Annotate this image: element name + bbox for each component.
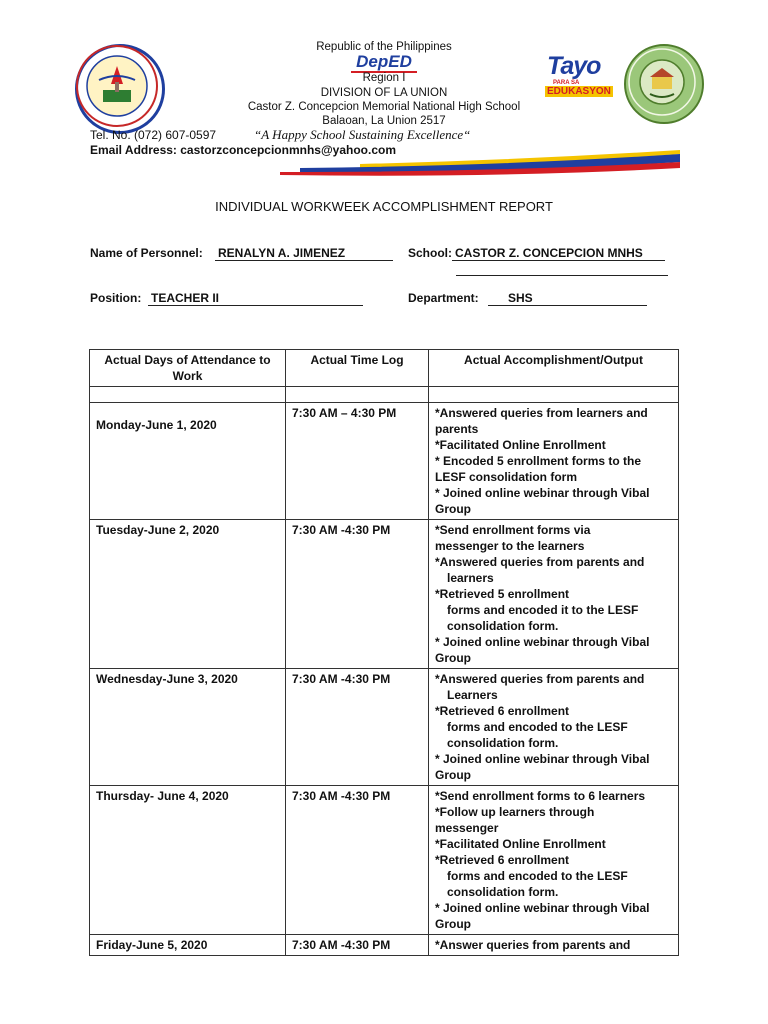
- name-value: RENALYN A. JIMENEZ: [215, 246, 393, 261]
- school-motto: “A Happy School Sustaining Excellence“: [254, 127, 471, 142]
- accomplishment-line: Group: [435, 917, 471, 931]
- accomplishment-line: forms and encoded it to the LESF: [447, 603, 639, 617]
- tayo-logo-line3: EDUKASYON: [547, 86, 611, 97]
- name-label: Name of Personnel:: [90, 246, 203, 260]
- day-cell: Wednesday-June 3, 2020: [90, 669, 286, 786]
- time-log-cell: 7:30 AM – 4:30 PM: [286, 403, 429, 520]
- flag-stripe-decoration: [0, 142, 768, 182]
- accomplishment-table: [89, 349, 679, 956]
- deped-logo: [337, 53, 431, 73]
- time-log-cell: 7:30 AM -4:30 PM: [286, 935, 429, 956]
- school-label: School:: [408, 246, 452, 260]
- accomplishment-line: *Answered queries from parents and: [435, 555, 645, 569]
- table-row: [90, 520, 679, 669]
- day-cell: Monday-June 1, 2020: [90, 403, 286, 520]
- accomplishment-line: *Facilitated Online Enrollment: [435, 837, 606, 851]
- accomplishment-cell: [429, 786, 679, 935]
- header-time-log: Actual Time Log: [286, 350, 429, 387]
- school-name-line: Castor Z. Concepcion Memorial National High School: [247, 101, 521, 113]
- table-row: [90, 786, 679, 935]
- accomplishment-line: *Answered queries from parents and: [435, 672, 645, 686]
- accomplishment-line: *Follow up learners through: [435, 805, 595, 819]
- blank-cell: [90, 387, 286, 403]
- school-extra-underline: [456, 275, 668, 276]
- accomplishment-line: *Retrieved 6 enrollment: [435, 853, 570, 867]
- accomplishment-line: * Joined online webinar through Vibal: [435, 901, 650, 915]
- accomplishment-line: * Encoded 5 enrollment forms to the: [435, 454, 642, 468]
- time-log-cell: 7:30 AM -4:30 PM: [286, 669, 429, 786]
- blank-cell: [429, 387, 679, 403]
- report-title: INDIVIDUAL WORKWEEK ACCOMPLISHMENT REPORT: [215, 199, 553, 214]
- accomplishment-line: *Retrieved 5 enrollment: [435, 587, 570, 601]
- day-cell: Friday-June 5, 2020: [90, 935, 286, 956]
- time-log-cell: 7:30 AM -4:30 PM: [286, 786, 429, 935]
- accomplishment-line: *Answered queries from learners and: [435, 406, 648, 420]
- table-row: [90, 669, 679, 786]
- accomplishment-line: *Facilitated Online Enrollment: [435, 438, 606, 452]
- department-label: Department:: [408, 291, 479, 305]
- accomplishment-line: messenger: [435, 821, 499, 835]
- accomplishment-line: *Send enrollment forms via: [435, 523, 591, 537]
- accomplishment-line: forms and encoded to the LESF: [447, 869, 628, 883]
- accomplishment-cell: [429, 520, 679, 669]
- accomplishment-line: * Joined online webinar through Vibal: [435, 486, 650, 500]
- accomplishment-line: forms and encoded to the LESF: [447, 720, 628, 734]
- accomplishment-cell: [429, 669, 679, 786]
- header-days: Actual Days of Attendance to Work: [90, 350, 286, 387]
- accomplishment-line: consolidation form.: [447, 885, 559, 899]
- table-header-row: [90, 350, 679, 387]
- table-body: [90, 403, 679, 956]
- tayo-logo-word: Tayo: [547, 52, 601, 80]
- tayo-logo-line2: PARA SA: [553, 80, 580, 86]
- tel-number: Tel. No. (072) 607-0597: [90, 128, 217, 142]
- accomplishment-line: *Retrieved 6 enrollment: [435, 704, 570, 718]
- accomplishment-cell: [429, 403, 679, 520]
- accomplishment-line: Group: [435, 502, 471, 516]
- email-address: Email Address: castorzconcepcionmnhs@yahoo.com: [90, 143, 396, 157]
- day-cell: Thursday- June 4, 2020: [90, 786, 286, 935]
- accomplishment-line: messenger to the learners: [435, 539, 585, 553]
- blank-cell: [286, 387, 429, 403]
- table-row: [90, 403, 679, 520]
- accomplishment-line: parents: [435, 422, 479, 436]
- republic-line: Republic of the Philippines: [316, 41, 452, 53]
- time-log-cell: 7:30 AM -4:30 PM: [286, 520, 429, 669]
- region-line: Region I: [362, 72, 406, 84]
- deped-logo-text: DepED: [356, 52, 412, 71]
- accomplishment-line: Group: [435, 768, 471, 782]
- accomplishment-line: LESF consolidation form: [435, 470, 578, 484]
- accomplishment-line: *Answer queries from parents and: [435, 938, 631, 952]
- table-row: [90, 935, 679, 956]
- position-value: TEACHER II: [148, 291, 363, 306]
- accomplishment-line: Group: [435, 651, 471, 665]
- department-value: SHS: [488, 291, 647, 306]
- address-line: Balaoan, La Union 2517: [322, 115, 446, 127]
- accomplishment-line: consolidation form.: [447, 736, 559, 750]
- accomplishment-line: consolidation form.: [447, 619, 559, 633]
- accomplishment-line: * Joined online webinar through Vibal: [435, 635, 650, 649]
- accomplishment-line: *Send enrollment forms to 6 learners: [435, 789, 646, 803]
- accomplishment-cell: [429, 935, 679, 956]
- header-accomplishment: Actual Accomplishment/Output: [429, 350, 679, 387]
- accomplishment-line: * Joined online webinar through Vibal: [435, 752, 650, 766]
- accomplishment-line: Learners: [447, 688, 498, 702]
- school-value: CASTOR Z. CONCEPCION MNHS: [452, 246, 665, 261]
- day-cell: Tuesday-June 2, 2020: [90, 520, 286, 669]
- table-blank-row: [90, 387, 679, 403]
- accomplishment-line: learners: [447, 571, 494, 585]
- division-line: DIVISION OF LA UNION: [320, 87, 448, 99]
- position-label: Position:: [90, 291, 142, 305]
